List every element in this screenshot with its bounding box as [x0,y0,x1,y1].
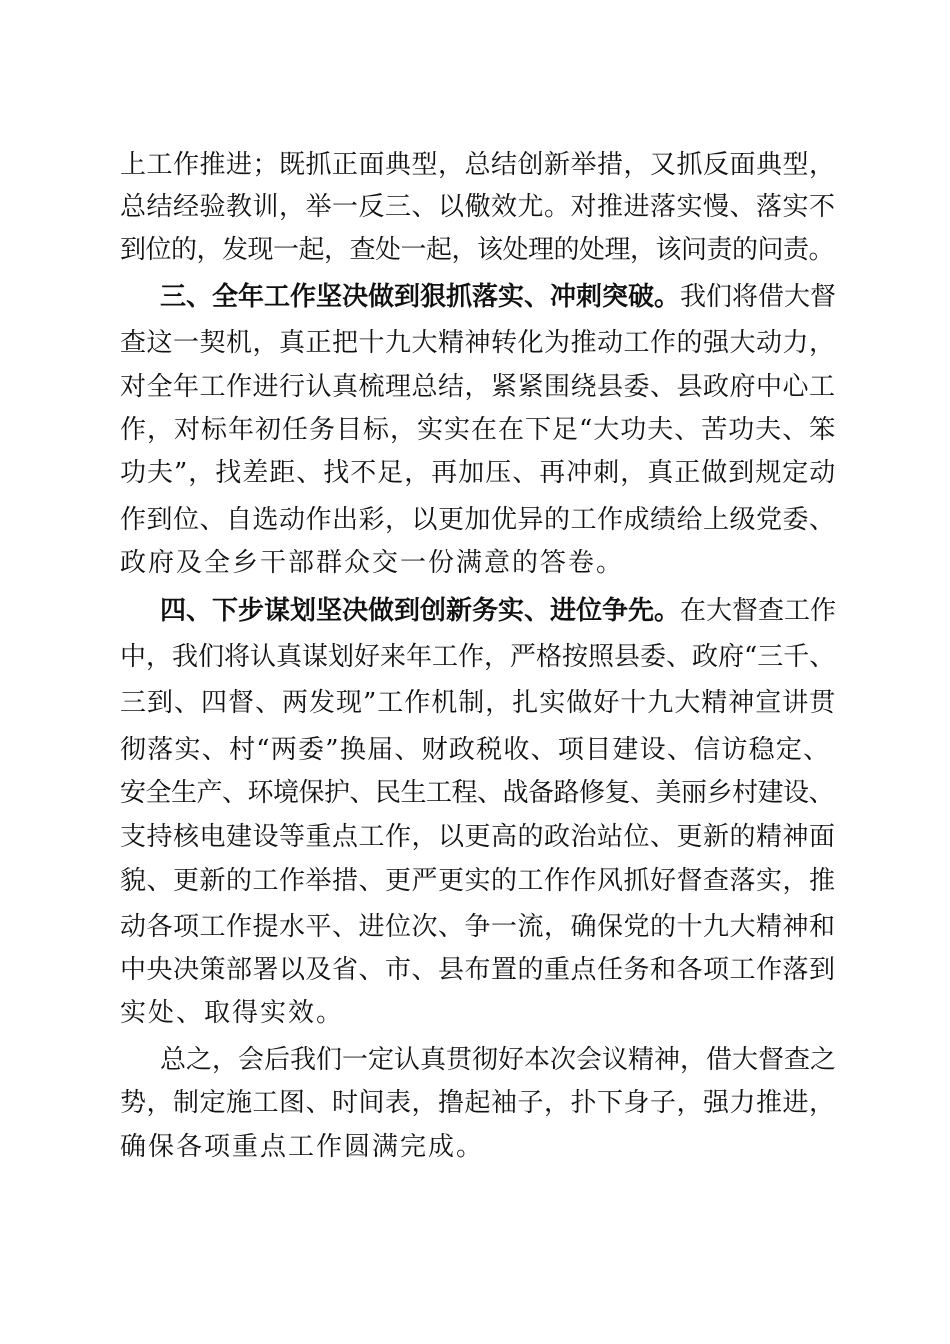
section-4-heading: 四、下步谋划坚决做到创新务实、进位争先。 [160,596,681,626]
paragraph-line: 中央决策部署以及省、市、县布置的重点任务和各项工作落到 [120,955,836,985]
paragraph-line: 总之，会后我们一定认真贯彻好本次会议精神，借大督查之 [160,1045,837,1075]
section-3-first-line-text: 我们将借大督 [680,282,837,312]
paragraph-line: 对全年工作进行认真梳理总结，紧紧围绕县委、县政府中心工 [120,372,836,402]
paragraph-line: 安全生产、环境保护、民生工程、战备路修复、美丽乡村建设、 [120,778,835,808]
paragraph-line: 支持核电建设等重点工作，以更高的政治站位、更新的精神面 [120,822,836,852]
paragraph-line: 总结经验教训，举一反三、以儆效尤。对推进落实慢、落实不 [120,192,836,222]
paragraph-line: 到位的，发现一起，查处一起，该处理的处理，该问责的问责。 [120,235,835,265]
paragraph-line: 查这一契机，真正把十九大精神转化为推动工作的强大动力， [120,328,836,358]
paragraph-line: 势，制定施工图、时间表，撸起袖子，扑下身子，强力推进， [120,1088,836,1118]
paragraph-line: 功夫”，找差距、找不足，再加压、再冲刺，真正做到规定动 [120,458,837,488]
section-4-first-line [160,596,836,626]
paragraph-line: 确保各项重点工作圆满完成。 [120,1132,485,1162]
section-3-first-line [160,282,836,312]
section-3-heading: 三、全年工作坚决做到狠抓落实、冲刺突破。 [160,282,681,312]
section-4-first-line-text: 在大督查工作 [680,596,837,626]
paragraph-line: 中，我们将认真谋划好来年工作，严格按照县委、政府“三千、 [120,642,836,672]
paragraph-line: 政府及全乡干部群众交一份满意的答卷。 [120,548,625,578]
paragraph-line: 实处、取得实效。 [120,998,345,1028]
paragraph-line: 三到、四督、两发现”工作机制，扎实做好十九大精神宣讲贯 [120,688,837,718]
paragraph-line: 彻落实、村“两委”换届、财政税收、项目建设、信访稳定、 [120,735,831,765]
paragraph-line: 动各项工作提水平、进位次、争一流，确保党的十九大精神和 [120,912,836,942]
paragraph-line: 貌、更新的工作举措、更严更实的工作作风抓好督查落实，推 [120,866,836,896]
paragraph-line: 上工作推进；既抓正面典型，总结创新举措，又抓反面典型， [120,150,836,180]
paragraph-line: 作，对标年初任务目标，实实在在下足“大功夫、苦功夫、笨 [120,415,837,445]
paragraph-line: 作到位、自选动作出彩，以更加优异的工作成绩给上级党委、 [120,505,836,535]
